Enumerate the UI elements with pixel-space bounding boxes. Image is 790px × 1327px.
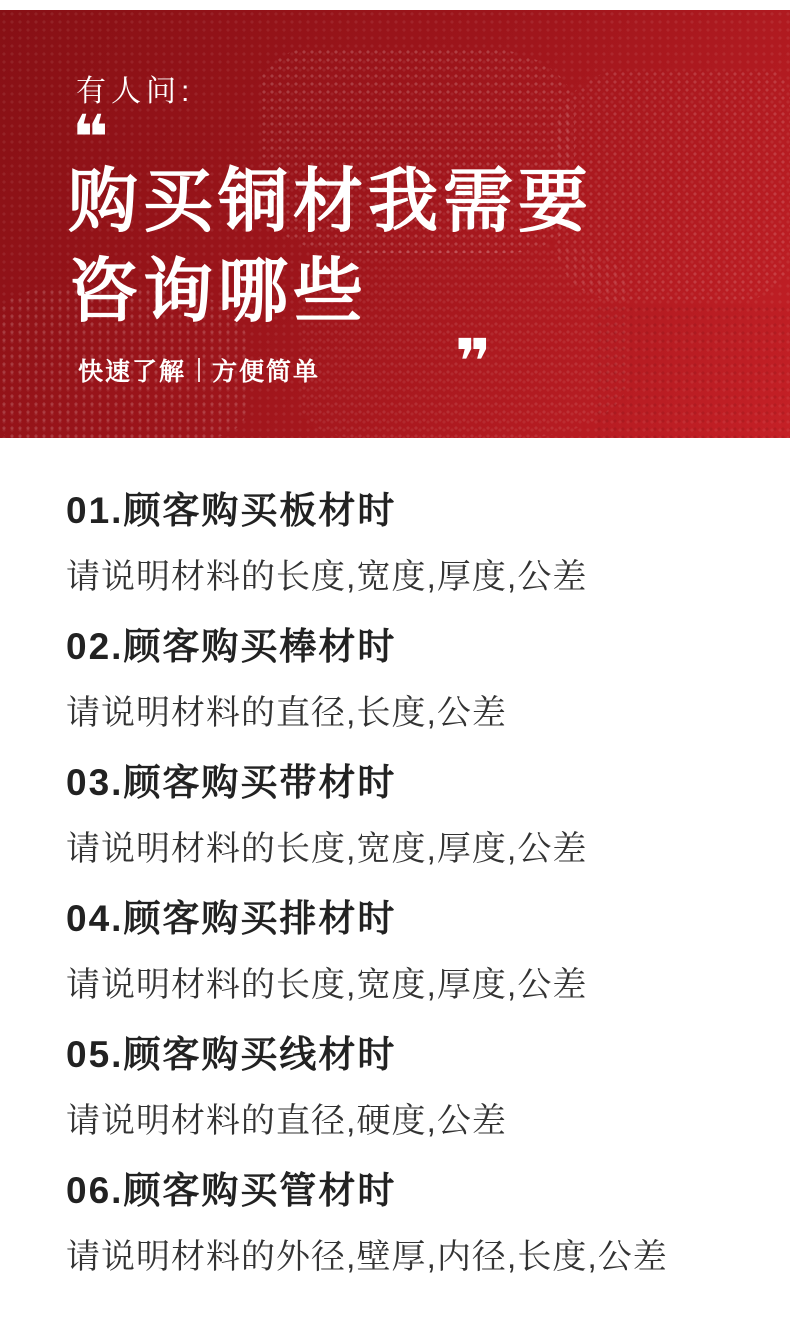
faq-item-desc: 请说明材料的长度,宽度,厚度,公差 — [66, 830, 588, 868]
faq-item — [66, 1168, 730, 1280]
faq-item-heading: 03.顾客购买带材时 — [66, 762, 397, 803]
hero-title — [68, 156, 593, 336]
faq-item-heading: 06.顾客购买管材时 — [66, 1170, 397, 1211]
open-quote-icon: ❝ — [72, 104, 109, 173]
faq-item-desc: 请说明材料的长度,宽度,厚度,公差 — [66, 966, 588, 1004]
subtitle-right-label: 方便简单 — [212, 358, 321, 386]
hero-subtitle — [78, 352, 320, 388]
hero-banner — [0, 10, 790, 438]
faq-item — [66, 760, 730, 872]
faq-item-heading: 02.顾客购买棒材时 — [66, 626, 397, 667]
hero-title-line2: 咨询哪些 — [68, 252, 368, 330]
faq-item-heading: 01.顾客购买板材时 — [66, 490, 397, 531]
faq-item-heading: 05.顾客购买线材时 — [66, 1034, 397, 1075]
hero-title-line1: 购买铜材我需要 — [68, 162, 593, 240]
faq-item-heading: 04.顾客购买排材时 — [66, 898, 397, 939]
world-map-dots — [595, 305, 790, 438]
close-quote-icon: ❞ — [455, 328, 492, 397]
faq-item — [66, 896, 730, 1008]
faq-item-desc: 请说明材料的长度,宽度,厚度,公差 — [66, 558, 588, 596]
subtitle-divider — [198, 358, 200, 382]
faq-item — [66, 1032, 730, 1144]
faq-item — [66, 488, 730, 600]
faq-section — [0, 438, 790, 1304]
faq-item-desc: 请说明材料的直径,硬度,公差 — [66, 1102, 507, 1140]
intro-label: 有人问: — [76, 75, 195, 108]
faq-item-desc: 请说明材料的外径,壁厚,内径,长度,公差 — [66, 1238, 668, 1276]
subtitle-left-label: 快速了解 — [78, 358, 187, 386]
faq-item — [66, 624, 730, 736]
faq-item-desc: 请说明材料的直径,长度,公差 — [66, 694, 507, 732]
